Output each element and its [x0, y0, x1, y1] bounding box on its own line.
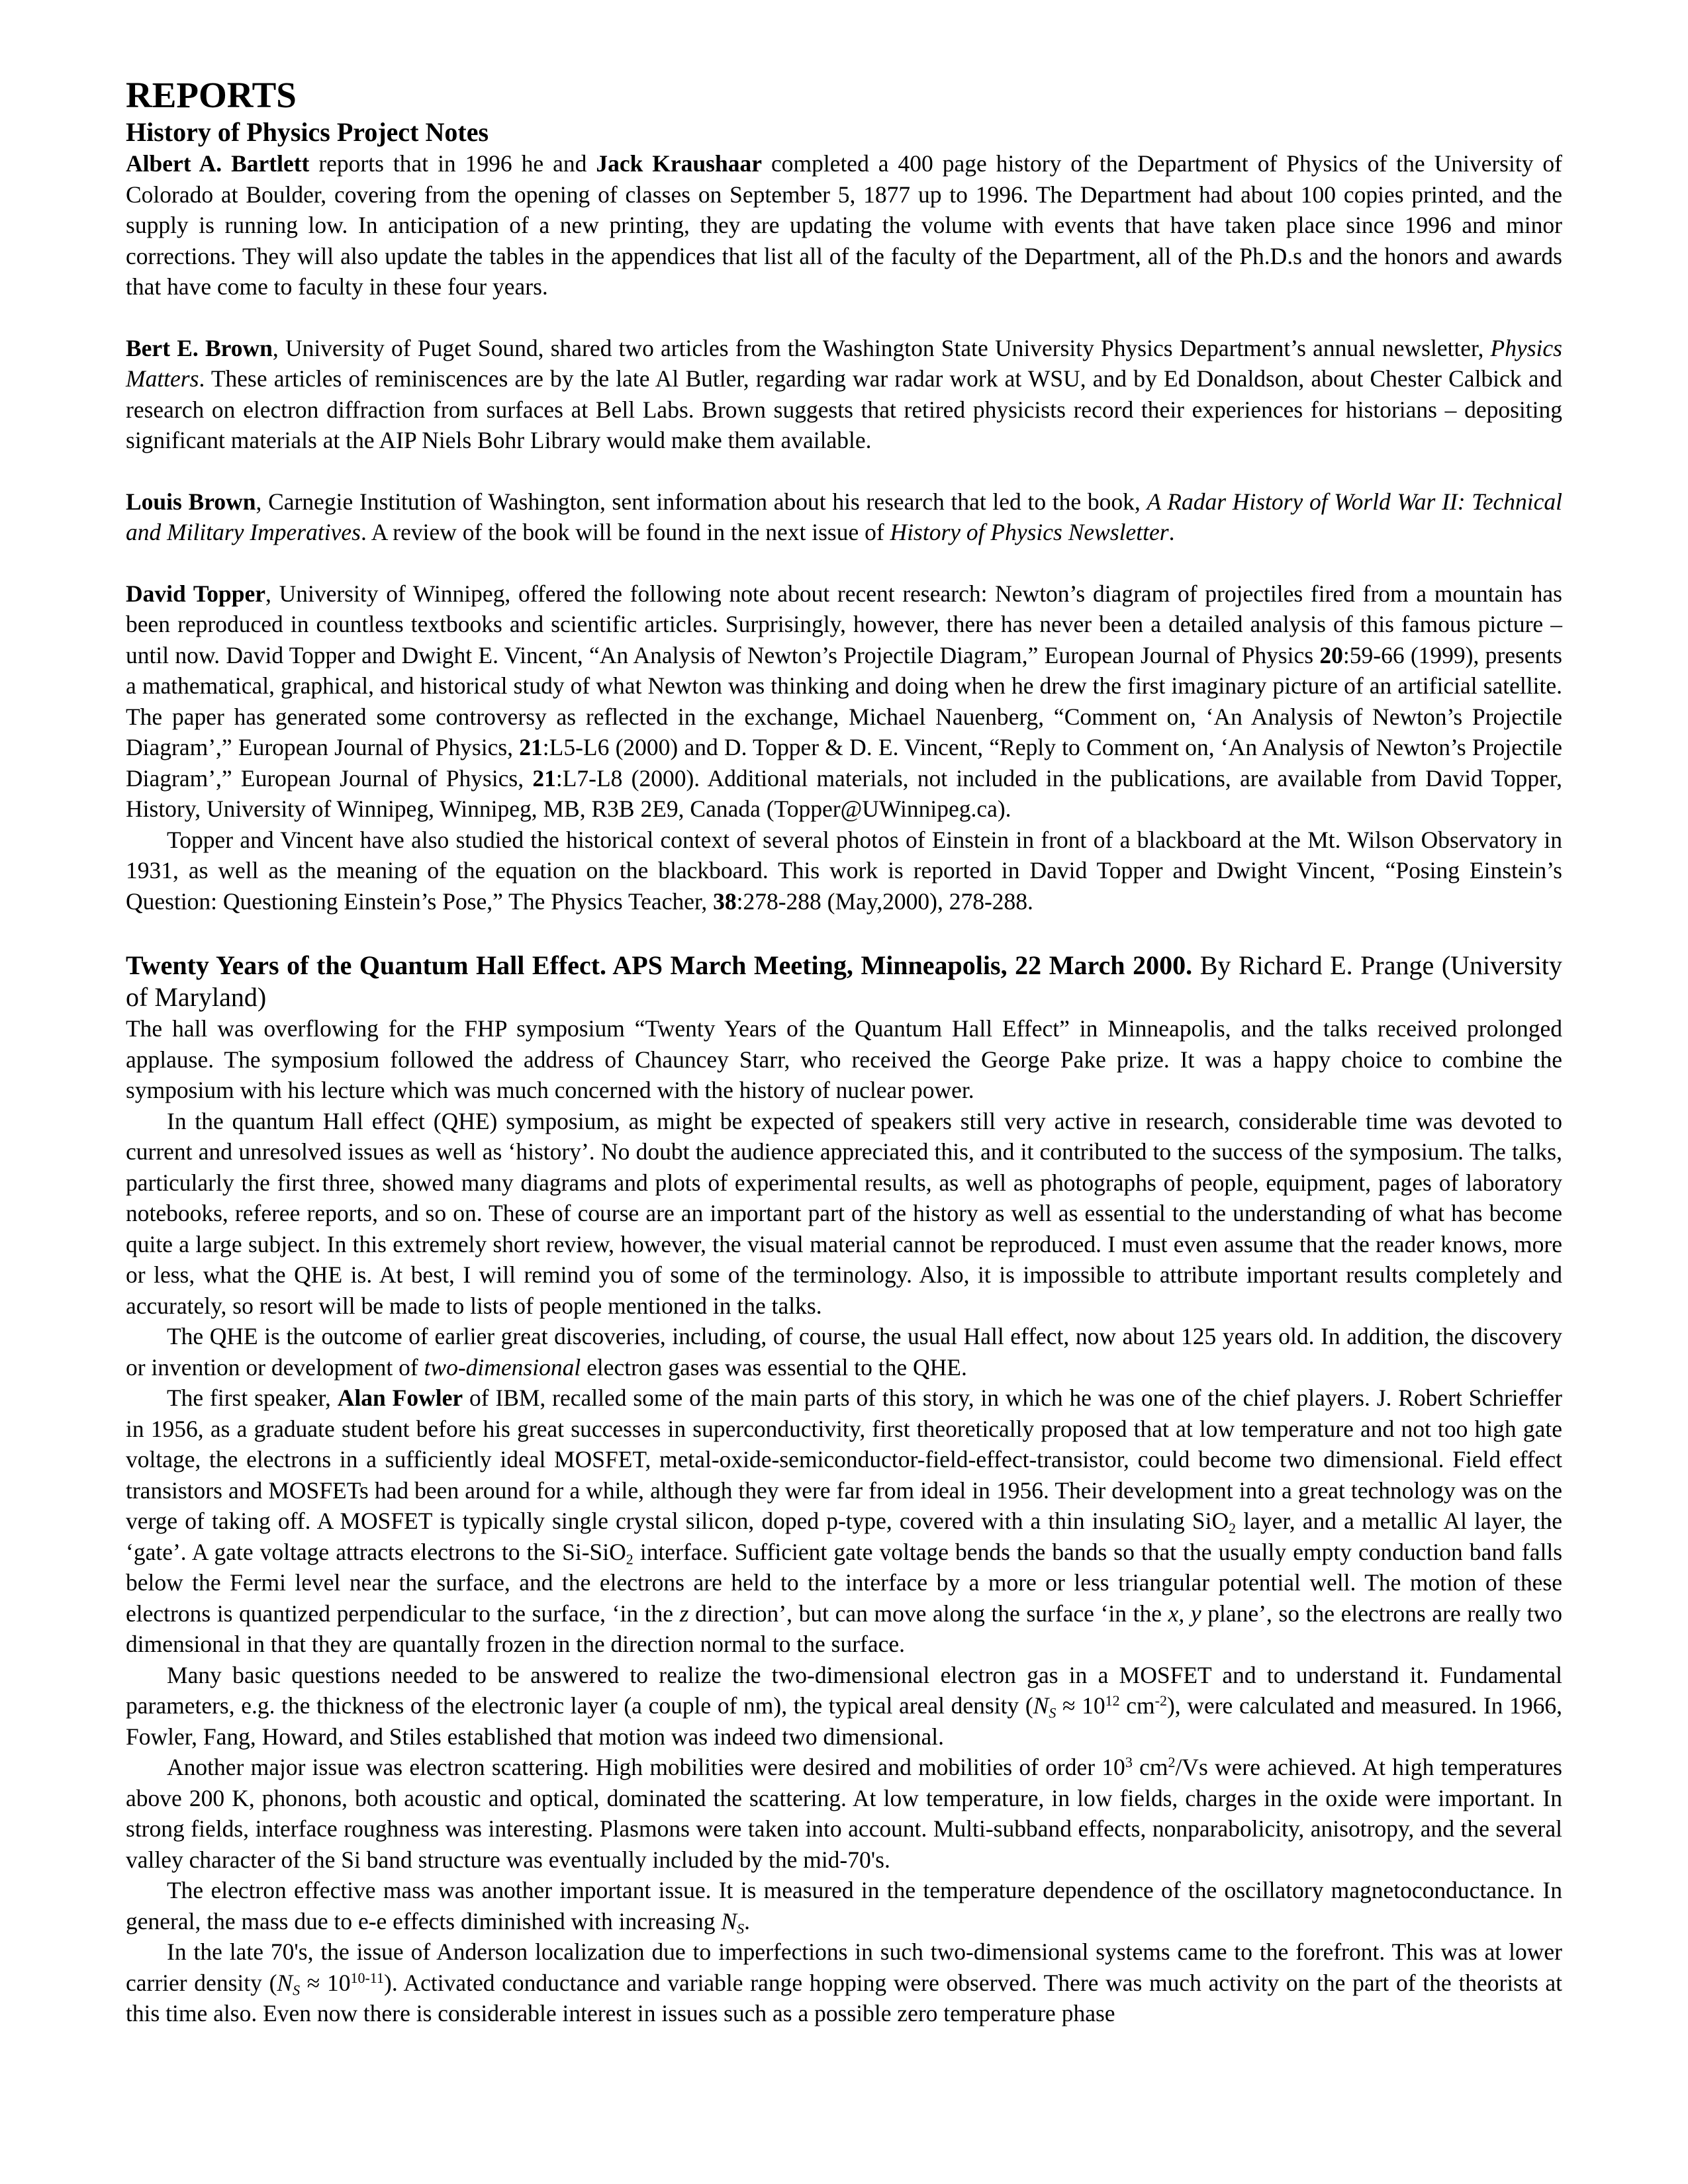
note-topper-continued: Topper and Vincent have also studied the historical context of several photos of Einstein in front of a blackboard at the Mt. Wilson Observatory in 1931, as well as the meaning of the equation on the blackboard. This work is reported in David Topper and Dwight Vincent, “Posing Einstein’s Question: Questioning Einstein’s Pose,” The Physics Teacher, 38:278-288 (May,2000), 278-288.	[126, 826, 1562, 915]
qhe-paragraph: In the quantum Hall effect (QHE) symposium, as might be expected of speakers still very active in research, considerable time was devoted to current and unresolved issues as well as ‘history’. No doubt the audience appreciated this, and it contributed to the success of the symposium. The talks, particularly the first three, showed many diagrams and plots of experimental results, as well as photographs of people, equipment, pages of laboratory notebooks, referee reports, and so on. These of course are an important part of the history as well as essential to the understanding of what has become quite a large subject. In this extremely short review, however, the visual material cannot be reproduced. I must even assume that the reader knows, more or less, what the QHE is. At best, I will remind you of some of the terminology. Also, it is impossible to attribute important results completely and accurately, so resort will be made to lists of people mentioned in the talks.	[126, 1107, 1562, 1319]
volume-number: 38	[713, 887, 737, 915]
book-title: A Radar History of World War II: Technical and Military Imperatives	[126, 488, 1562, 545]
volume-number: 21	[532, 764, 556, 792]
qhe-paragraph: The first speaker, Alan Fowler of IBM, recalled some of the main parts of this story, in which he was one of the chief players. J. Robert Schrieffer in 1956, as a graduate student before his great successes in superconductivity, first theoretically proposed that at low temperature and not too high gate voltage, the electrons in a sufficiently ideal MOSFET, metal-oxide-semiconductor-field-effect-transistor, could become two dimensional. Field effect transistors and MOSFETs had been around for a while, although they were far from ideal in 1956. Their development into a great technology was on the verge of taking off. A MOSFET is typically single crystal silicon, doped p-type, covered with a thin insulating SiO$_2$ layer, and a metallic Al layer, the ‘gate’. A gate voltage attracts electrons to the Si-SiO$_2$ interface. Sufficient gate voltage bends the bands so that the usually empty conduction band falls below the Fermi level near the surface, and the electrons are held to the interface by a more or less triangular potential well. The motion of these electrons is quantized perpendicular to the surface, ‘in the z direction’, but can move along the surface ‘in the x, y plane’, so the electrons are really two dimensional in that they are quantally frozen in the direction normal to the surface.	[126, 1385, 1563, 1657]
note-bartlett: Albert A. Bartlett reports that in 1996 he and Jack Kraushaar completed a 400 page history of the Department of Physics of the University of Colorado at Boulder, covering from the opening of classes on September 5, 1877 up to 1996. The Department had about 100 copies printed, and the supply is running low. In anticipation of a new printing, they are updating the volume with events that have taken place since 1996 and minor corrections. They will also update the tables in the appendices that list all of the faculty of the Department, all of the Ph.D.s and the honors and awards that have come to faculty in these four years.	[126, 150, 1563, 300]
note-louis-brown: Louis Brown, Carnegie Institution of Washington, sent information about his research that led to the book, A Radar History of World War II: Technical and Military Imperatives. A review of the book will be found in the next issue of History of Physics Newsletter.	[126, 488, 1562, 545]
note-topper: David Topper, University of Winnipeg, offered the following note about recent research: Newton’s diagram of projectiles fired from a mountain has been reproduced in countless textbooks and scientific articles. Surprisingly, however, there has never been a detailed analysis of this famous picture – until now. David Topper and Dwight E. Vincent, “An Analysis of Newton’s Projectile Diagram,” European Journal of Physics 20:59-66 (1999), presents a mathematical, graphical, and historical study of what Newton was thinking and doing when he drew the first imaginary picture of an artificial satellite. The paper has generated some controversy as reflected in the exchange, Michael Nauenberg, “Comment on, ‘An Analysis of Newton’s Projectile Diagram’,” European Journal of Physics, 21:L5-L6 (2000) and D. Topper & D. E. Vincent, “Reply to Comment on, ‘An Analysis of Newton’s Projectile Diagram’,” European Journal of Physics, 21:L7-L8 (2000). Additional materials, not included in the publications, are available from David Topper, History, University of Winnipeg, Winnipeg, MB, R3B 2E9, Canada (Topper@UWinnipeg.ca).	[126, 580, 1562, 822]
speaker-name: Alan Fowler	[337, 1385, 463, 1411]
qhe-paragraph: The QHE is the outcome of earlier great discoveries, including, of course, the usual Hall effect, now about 125 years old. In addition, the discovery or invention or development of two-dimensional electron gases was essential to the QHE.	[126, 1323, 1562, 1381]
document-page	[126, 74, 1562, 2029]
volume-number: 21	[519, 734, 543, 760]
author-name: Bert E. Brown	[126, 334, 273, 361]
qhe-paragraph: Another major issue was electron scattering. High mobilities were desired and mobilities of order $10^3$ $cm^2/Vs$ were achieved. At high temperatures above 200 K, phonons, both acoustic and optical, dominated the scattering. At low temperature, in low fields, charges in the oxide were important. In strong fields, interface roughness was interesting. Plasmons were taken into account. Multi-subband effects, nonparabolicity, anisotropy, and the several valley character of the Si band structure was eventually included by the mid-70's.	[126, 1753, 1562, 1873]
section-heading: REPORTS	[126, 75, 297, 115]
qhe-paragraph: In the late 70's, the issue of Anderson localization due to imperfections in such two-dimensional systems came to the forefront. This was at lower carrier density $(N_S \approx 10^{10-11})$. Activated conductance and variable range hopping were observed. There was much activity on the part of the theorists at this time also. Even now there is considerable interest in issues such as a possible zero temperature phase	[126, 1938, 1562, 2026]
byline: By Richard E. Prange (University of Maryland)	[126, 950, 1563, 1012]
publication-title: History of Physics Newsletter	[890, 519, 1169, 545]
volume-number: 20	[1319, 641, 1343, 668]
note-bert-brown: Bert E. Brown, University of Puget Sound, shared two articles from the Washington State University Physics Department’s annual newsletter, Physics Matters. These articles of reminiscences are by the late Al Butler, regarding war radar work at WSU, and by Ed Donaldson, about Chester Calbick and research on electron diffraction from surfaces at Bell Labs. Brown suggests that retired physicists record their experiences for historians – depositing significant materials at the AIP Niels Bohr Library would make them available.	[126, 334, 1562, 453]
publication-title: Physics Matters	[126, 334, 1562, 392]
author-name: David Topper	[126, 580, 265, 607]
qhe-report	[126, 950, 1562, 2029]
qhe-paragraph: The electron effective mass was another important issue. It is measured in the temperature dependence of the oscillatory magnetoconductance. In general, the mass due to e-e effects diminished with increasing $N_S$.	[126, 1877, 1562, 1937]
author-name: Jack Kraushaar	[596, 150, 762, 177]
qhe-paragraph: Many basic questions needed to be answered to realize the two-dimensional electron gas in a MOSFET and to understand it. Fundamental parameters, e.g. the thickness of the electronic layer (a couple of nm), the typical areal density ($N_S \approx 10^{12}$ $cm^{-2}$), were calculated and measured. In 1966, Fowler, Fang, Howard, and Stiles established that motion was indeed two dimensional.	[126, 1661, 1563, 1750]
subsection-heading: History of Physics Project Notes	[126, 117, 489, 147]
author-name: Albert A. Bartlett	[126, 150, 310, 177]
qhe-paragraph: The hall was overflowing for the FHP symposium “Twenty Years of the Quantum Hall Effect” in Minneapolis, and the talks received prolonged applause. The symposium followed the address of Chauncey Starr, who received the George Pake prize. It was a happy choice to combine the symposium with his lecture which was much concerned with the history of nuclear power.	[126, 1015, 1562, 1103]
author-name: Louis Brown	[126, 488, 256, 515]
qhe-title: Twenty Years of the Quantum Hall Effect. APS March Meeting, Minneapolis, 22 March 2000. By Richard E. Prange (University of Maryland)	[126, 950, 1563, 1012]
